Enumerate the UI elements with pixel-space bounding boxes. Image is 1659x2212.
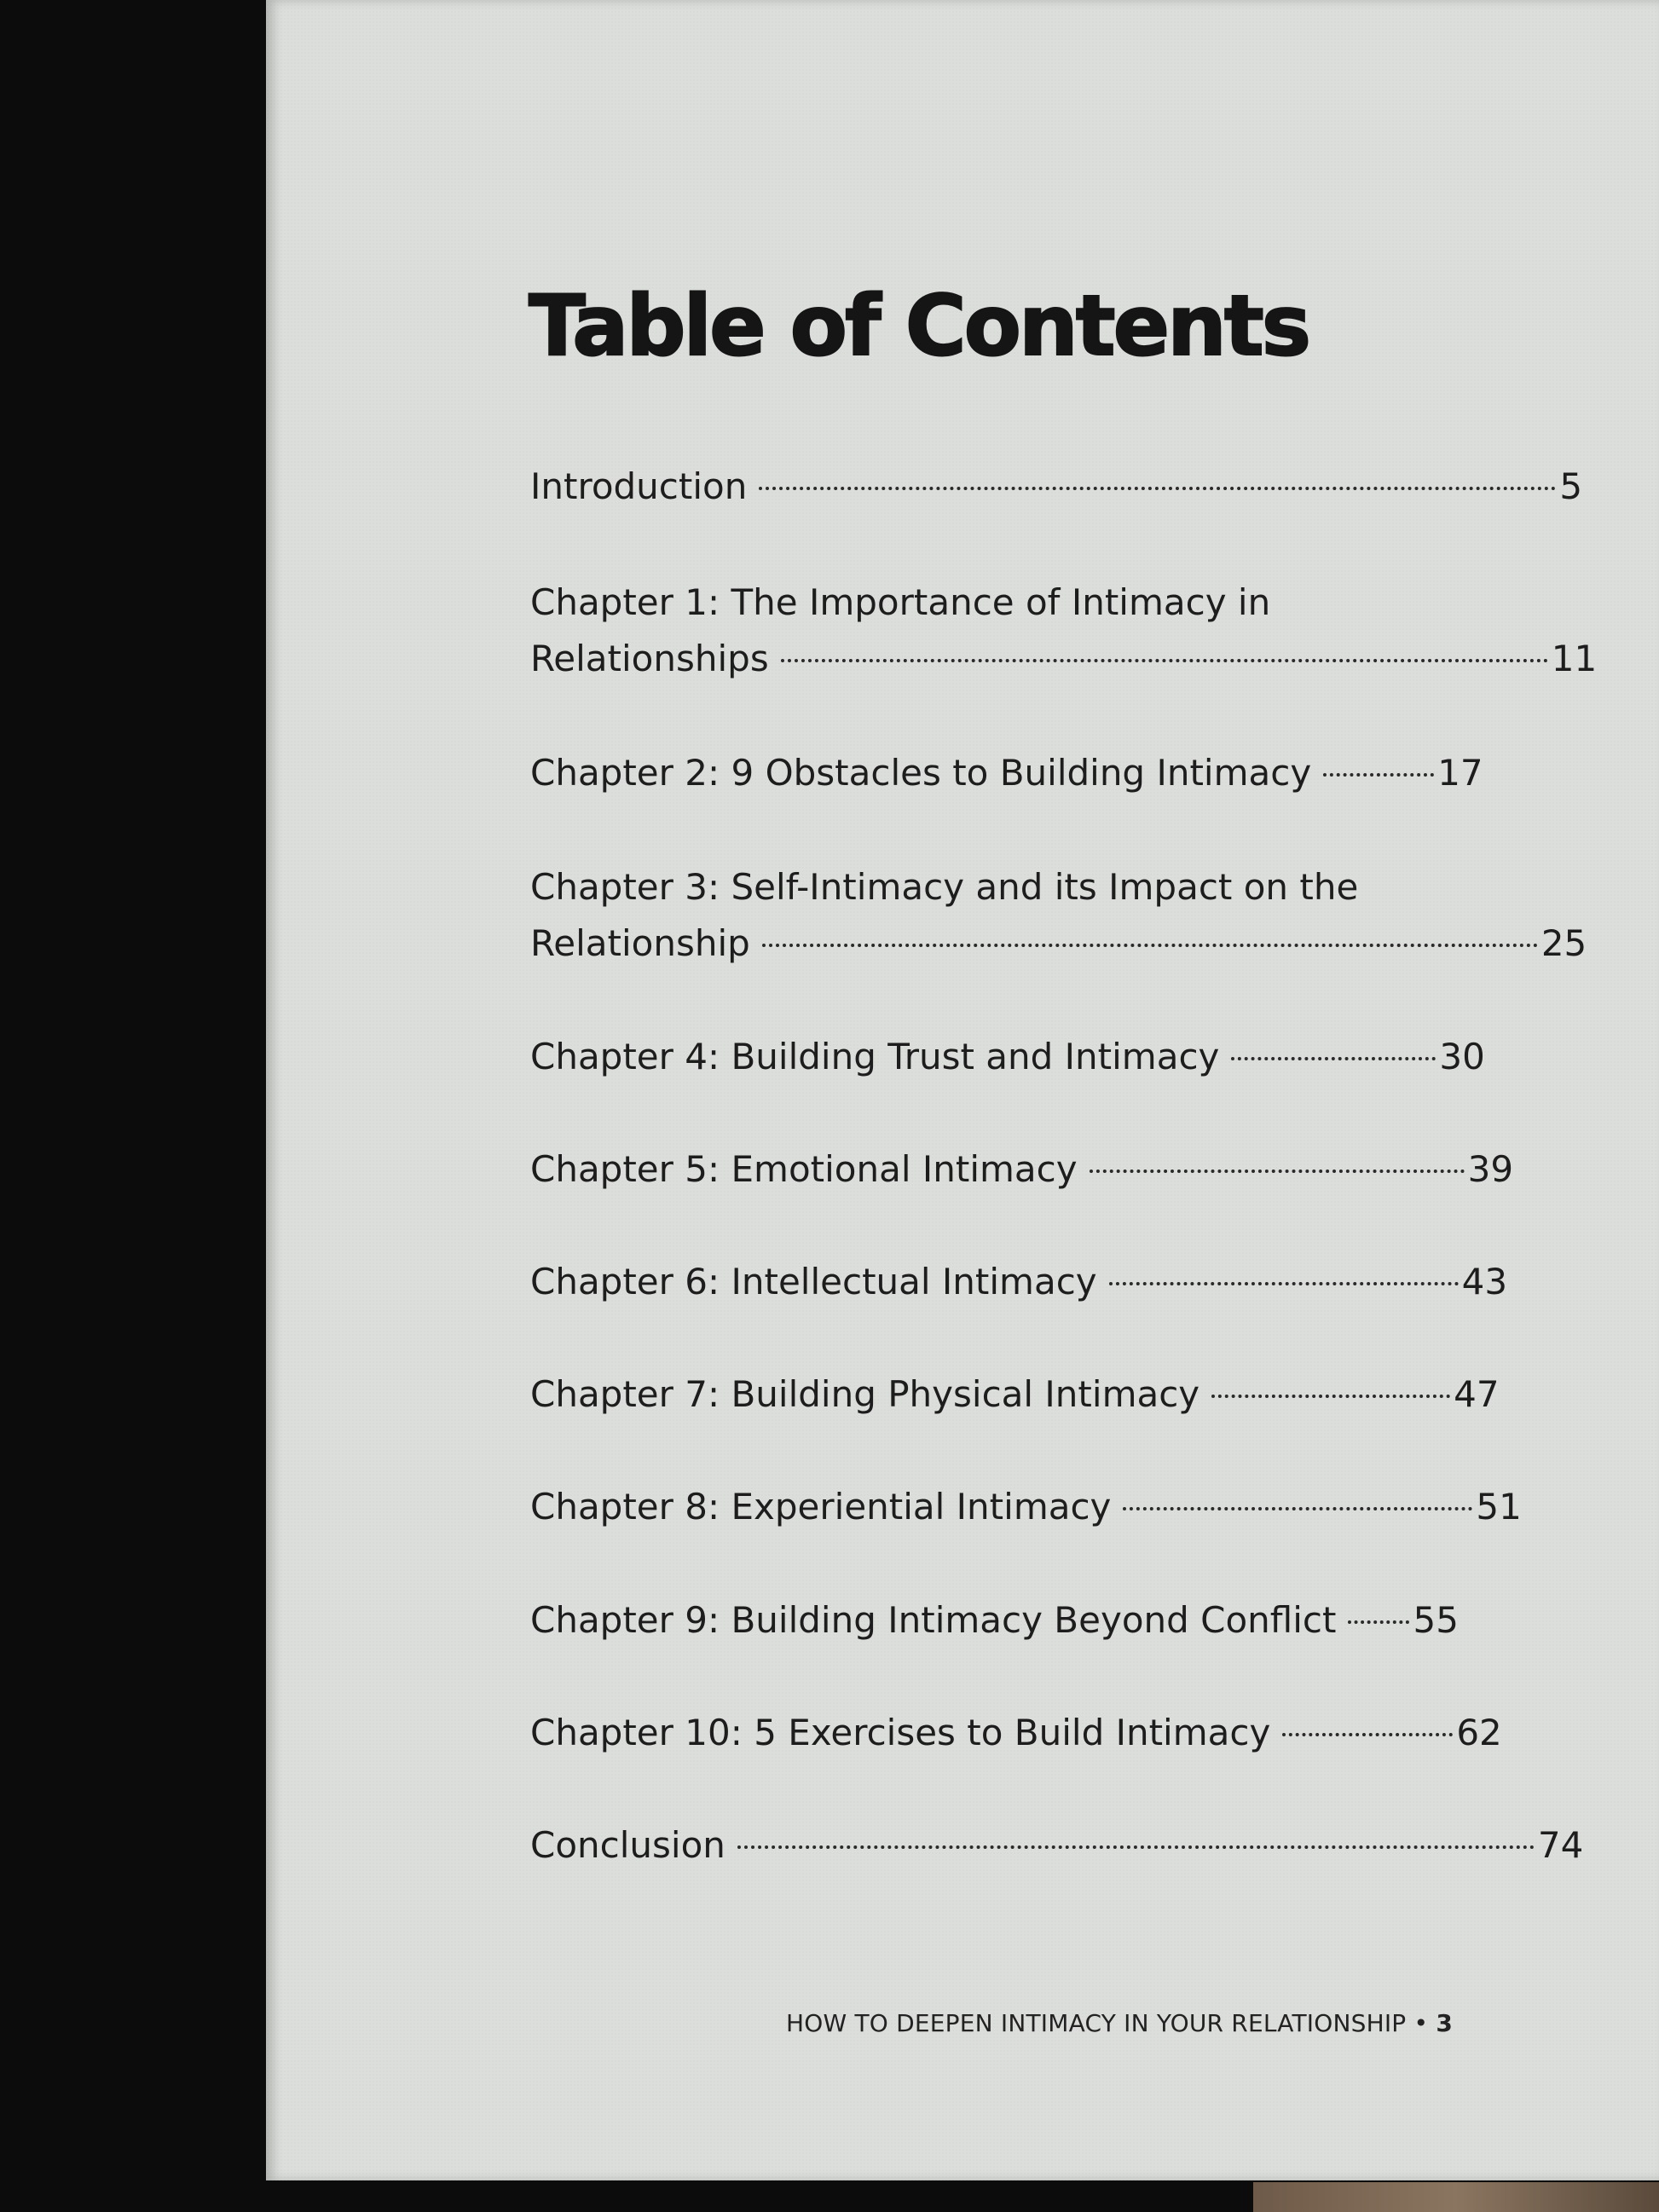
- toc-entry-title: Chapter 10: 5 Exercises to Build Intimacy: [530, 1712, 1271, 1753]
- toc-entry-title: Chapter 4: Building Trust and Intimacy: [530, 1036, 1220, 1077]
- toc-entry-title: Introduction: [530, 465, 748, 507]
- toc-page-number: 43: [1461, 1261, 1508, 1302]
- toc-entry-title: Chapter 5: Emotional Intimacy: [530, 1148, 1078, 1190]
- toc-entry-introduction[interactable]: [530, 459, 1582, 515]
- toc-page-number: 62: [1456, 1712, 1502, 1753]
- toc-entry-title: Chapter 6: Intellectual Intimacy: [530, 1261, 1097, 1302]
- document-page: [266, 0, 1659, 2180]
- toc-entry-chapter-4[interactable]: [530, 1029, 1485, 1085]
- toc-entry-title: Chapter 2: 9 Obstacles to Building Intimacy: [530, 752, 1312, 794]
- dot-leader: [1211, 1395, 1450, 1398]
- dot-leader: [1123, 1507, 1472, 1510]
- dot-leader: [759, 487, 1556, 490]
- toc-entry-title: Chapter 8: Experiential Intimacy: [530, 1486, 1112, 1528]
- toc-entry-chapter-3[interactable]: [530, 859, 1587, 972]
- page-title: Table of Contents: [529, 278, 1309, 375]
- dot-leader: [1348, 1620, 1409, 1624]
- toc-page-number: 39: [1467, 1148, 1514, 1190]
- toc-entry-conclusion[interactable]: [530, 1817, 1583, 1874]
- dot-leader: [1090, 1170, 1465, 1173]
- toc-entry-title: Chapter 9: Building Intimacy Beyond Conflict: [530, 1599, 1337, 1641]
- dot-leader: [737, 1845, 1535, 1849]
- toc-entry-title: Relationship: [530, 922, 750, 964]
- toc-entry-chapter-7[interactable]: [530, 1366, 1500, 1423]
- dot-leader: [762, 944, 1538, 947]
- toc-entry-chapter-6[interactable]: [530, 1254, 1507, 1310]
- toc-entry-title-line1: Chapter 3: Self-Intimacy and its Impact on the: [530, 866, 1359, 908]
- toc-page-number: 51: [1476, 1486, 1522, 1528]
- toc-entry-chapter-1[interactable]: [530, 575, 1597, 687]
- dot-leader: [1282, 1733, 1453, 1736]
- dot-leader: [1323, 773, 1434, 777]
- toc-entry-title: Chapter 7: Building Physical Intimacy: [530, 1373, 1200, 1415]
- toc-page-number: 25: [1540, 922, 1587, 964]
- toc-page-number: 55: [1413, 1599, 1459, 1641]
- toc-page-number: 47: [1454, 1373, 1500, 1415]
- toc-page-number: 30: [1439, 1036, 1485, 1077]
- dot-leader: [781, 659, 1548, 662]
- page-footer: [786, 2009, 1453, 2037]
- toc-entry-title: Conclusion: [530, 1824, 725, 1866]
- toc-page-number: 5: [1559, 465, 1583, 507]
- toc-entry-chapter-2[interactable]: [530, 745, 1483, 801]
- toc-page-number: 74: [1537, 1824, 1584, 1866]
- toc-entry-chapter-8[interactable]: [530, 1479, 1522, 1535]
- footer-book-title: HOW TO DEEPEN INTIMACY IN YOUR RELATIONSHIP: [786, 2009, 1407, 2037]
- toc-page-number: 11: [1551, 638, 1598, 679]
- toc-entry-chapter-9[interactable]: [530, 1592, 1459, 1649]
- footer-separator: •: [1413, 2009, 1429, 2037]
- background-surface: [1253, 2182, 1659, 2212]
- footer-page-number: 3: [1436, 2009, 1454, 2037]
- toc-entry-chapter-10[interactable]: [530, 1705, 1502, 1761]
- toc-entry-title-line1: Chapter 1: The Importance of Intimacy in: [530, 581, 1271, 623]
- dot-leader: [1231, 1057, 1436, 1060]
- toc-entry-chapter-5[interactable]: [530, 1141, 1513, 1198]
- dot-leader: [1109, 1282, 1459, 1285]
- toc-entry-title: Relationships: [530, 638, 769, 679]
- toc-page-number: 17: [1437, 752, 1483, 794]
